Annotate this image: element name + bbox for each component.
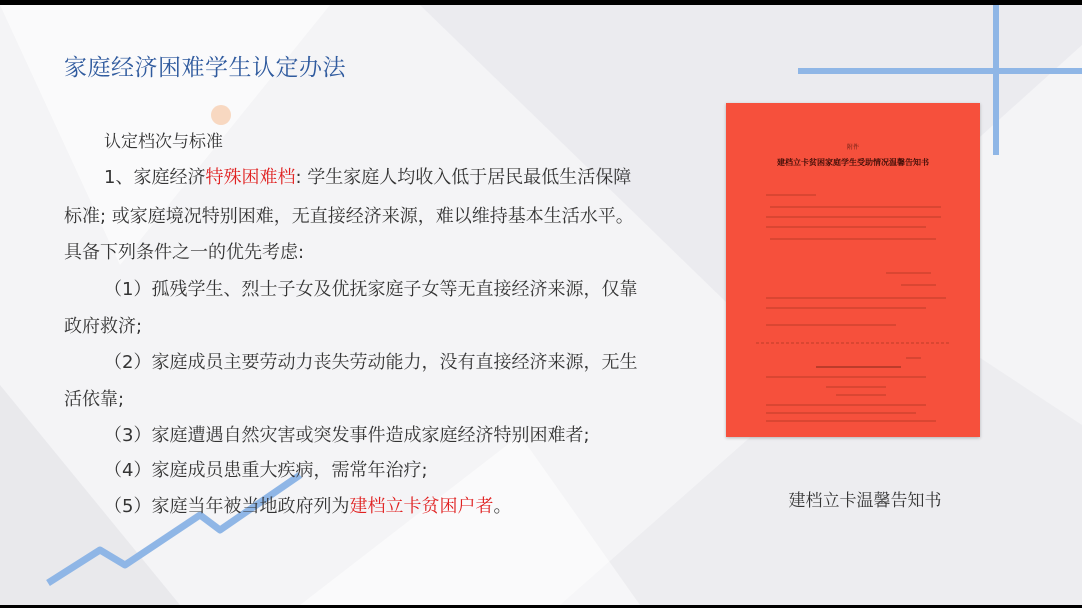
item1-highlight: 特殊困难档	[205, 167, 296, 188]
item1-line2: 标准; 或家庭境况特别困难，无直接经济来源，难以维持基本生活水平。	[64, 206, 634, 227]
condition-5-highlight: 建档立卡贫困户者	[349, 496, 494, 517]
slide	[0, 5, 1082, 605]
condition-2-line2: 活依靠;	[64, 389, 125, 410]
condition-5-prefix: （5）家庭当年被当地政府列为	[104, 496, 350, 517]
item1-line3: 具备下列条件之一的优先考虑:	[64, 242, 305, 263]
notice-caption: 建档立卡温馨告知书	[788, 491, 942, 511]
condition-1-line2: 政府救济;	[64, 316, 143, 337]
condition-4: （4）家庭成员患重大疾病，需常年治疗;	[104, 460, 428, 481]
condition-2-line1: （2）家庭成员主要劳动力丧失劳动能力，没有直接经济来源，无生	[104, 352, 638, 373]
item1-line1	[104, 163, 631, 189]
condition-5	[104, 492, 511, 518]
notice-header: 附件	[846, 144, 860, 151]
notice-document-illustration	[726, 103, 980, 437]
condition-1-line1: （1）孤残学生、烈士子女及优抚家庭子女等无直接经济来源，仅靠	[104, 279, 638, 300]
notice-document-image	[726, 103, 980, 437]
page-title: 家庭经济困难学生认定办法	[64, 55, 346, 81]
condition-3: （3）家庭遭遇自然灾害或突发事件造成家庭经济特别困难者;	[104, 425, 590, 446]
notice-title: 建档立卡贫困家庭学生受助情况温馨告知书	[777, 157, 929, 167]
item1-rest: : 学生家庭人均收入低于居民最低生活保障	[295, 167, 632, 188]
condition-5-suffix: 。	[493, 496, 512, 517]
item1-prefix: 1、家庭经济	[104, 167, 206, 188]
section-heading: 认定档次与标准	[104, 132, 223, 152]
